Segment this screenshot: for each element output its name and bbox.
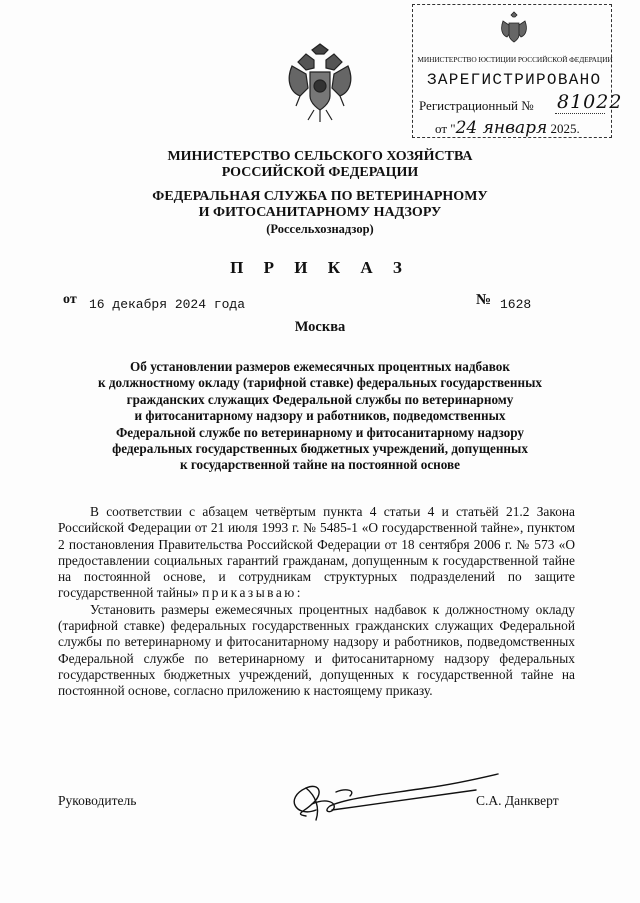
order-city: Москва — [294, 319, 346, 335]
order-number: 1628 — [500, 297, 532, 312]
title-line: Об установлении размеров ежемесячных процентных надбавок — [130, 359, 510, 374]
stamp-underline — [555, 113, 605, 114]
service-line-1: ФЕДЕРАЛЬНАЯ СЛУЖБА ПО ВЕТЕРИНАРНОМУ — [152, 189, 488, 204]
service-abbreviation: (Россельхознадзор) — [266, 222, 374, 236]
registration-stamp — [412, 4, 623, 138]
title-line: к государственной тайне на постоянной основе — [179, 457, 461, 473]
body-paragraph-1-text: В соответствии с абзацем четвёртым пункта 4 статьи 4 и статьёй 21.2 Закона Российской Федерации от 21 июля 1993 г. № 5485-1 «О государственной тайне», пунктом 2 постановления Правительства Российской Федерации от 18 сентября 2006 г. № 573 «О предоставлении социальных гарантий гражданам, допущенным к государственной тайне на постоянной основе, и сотрудникам структурных подразделений по защите государственной тайны» — [58, 504, 575, 601]
service-line-2: И ФИТОСАНИТАРНОМУ НАДЗОРУ — [198, 205, 442, 220]
title-line: федеральных государственных бюджетных учреждений, допущенных — [112, 441, 528, 457]
order-command: приказываю: — [202, 585, 303, 601]
order-date: 16 декабря 2024 года — [89, 297, 246, 312]
ministry-line-2: РОССИЙСКОЙ ФЕДЕРАЦИИ — [221, 165, 419, 180]
stamp-reg-number: 81022 — [557, 91, 623, 113]
stamp-ministry: МИНИСТЕРСТВО ЮСТИЦИИ РОССИЙСКОЙ ФЕДЕРАЦИИ — [417, 55, 613, 64]
body-paragraph-2: Установить размеры ежемесячных процентных надбавок к должностному окладу (тарифной ставке) федеральных государственных гражданских служащих Федеральной службы по ветеринарному и фитосанитарному надзору и работников, подведомственных Федеральной службе по ветеринарному и фитосанитарному надзору федеральных государственных бюджетных учреждений, допущенных к государственной тайне на постоянной основе, согласно приложению к настоящему приказу. — [58, 601, 575, 699]
stamp-emblem-icon — [499, 11, 529, 47]
signatory-role: Руководитель — [58, 793, 137, 808]
stamp-date-year: 2025. — [547, 121, 580, 136]
title-line: к должностному окладу (тарифной ставке) федеральных государственных — [97, 375, 543, 391]
body-paragraph-1 — [58, 504, 575, 602]
order-title — [60, 359, 580, 474]
stamp-reg-number-label: Регистрационный № — [419, 98, 534, 113]
ministry-header — [0, 149, 640, 181]
ministry-line-1: МИНИСТЕРСТВО СЕЛЬСКОГО ХОЗЯЙСТВА — [167, 149, 473, 164]
stamp-date-row — [435, 118, 580, 138]
title-line: и фитосанитарному надзору и работников, подведомственных — [134, 408, 506, 424]
signatory-name: С.А. Данкверт — [476, 793, 559, 808]
stamp-registered: ЗАРЕГИСТРИРОВАНО — [427, 71, 602, 89]
order-date-label: от — [63, 292, 77, 307]
stamp-date-handwritten: 24 января — [455, 118, 548, 138]
title-line: Федеральной службе по ветеринарному и фитосанитарному надзору — [115, 424, 525, 440]
order-body — [58, 504, 575, 700]
document-type: П Р И К А З — [230, 258, 410, 277]
coat-of-arms-icon — [284, 40, 356, 124]
order-number-label: № — [476, 292, 492, 308]
service-header — [0, 189, 640, 237]
stamp-date-prefix: от " — [435, 121, 456, 136]
title-line: гражданских служащих Федеральной службы по ветеринарному — [126, 391, 514, 407]
handwritten-signature — [276, 768, 506, 828]
